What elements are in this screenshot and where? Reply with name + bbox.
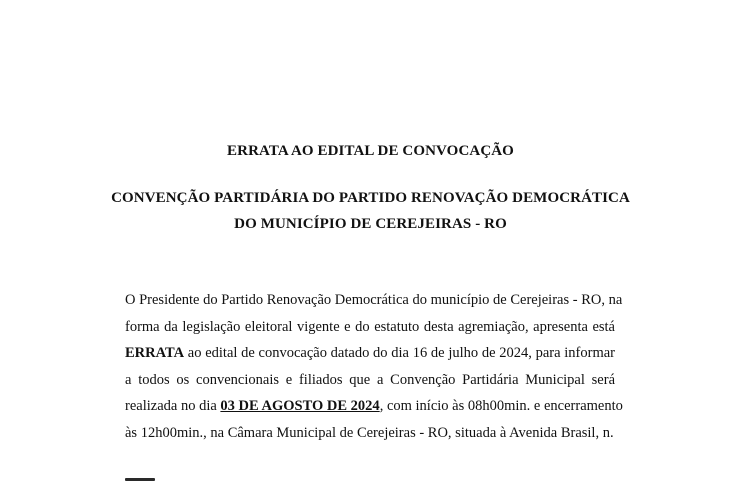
convention-date: 03 DE AGOSTO DE 2024 xyxy=(220,398,380,414)
body-line-3 xyxy=(125,340,615,367)
body-line-5-post: , com início às 08h00min. e encerramento xyxy=(379,398,623,414)
document-title: ERRATA AO EDITAL DE CONVOCAÇÃO xyxy=(227,143,514,159)
document-body xyxy=(125,287,623,446)
body-line-5 xyxy=(125,393,623,420)
body-line-6: às 12h00min., na Câmara Municipal de Cerejeiras - RO, situada à Avenida Brasil, n. xyxy=(125,424,614,441)
cut-off-text-fragment xyxy=(125,478,165,488)
body-line-1: O Presidente do Partido Renovação Democrática do município de Cerejeiras - RO, na xyxy=(125,292,623,308)
errata-bold-word: ERRATA xyxy=(125,345,185,361)
body-line-3-rest: ao edital de convocação datado do dia 16 de julho de 2024, para informar xyxy=(184,345,615,361)
document-subtitle-line-1: CONVENÇÃO PARTIDÁRIA DO PARTIDO RENOVAÇÃO DEMOCRÁTICA xyxy=(111,190,630,206)
body-line-2: forma da legislação eleitoral vigente e do estatuto desta agremiação, apresenta está xyxy=(125,318,615,335)
document-subtitle-line-2: DO MUNICÍPIO DE CEREJEIRAS - RO xyxy=(234,216,507,232)
body-line-5-pre: realizada no dia xyxy=(125,398,221,414)
body-line-4: a todos os convencionais e filiados que a Convenção Partidária Municipal será xyxy=(125,371,615,388)
